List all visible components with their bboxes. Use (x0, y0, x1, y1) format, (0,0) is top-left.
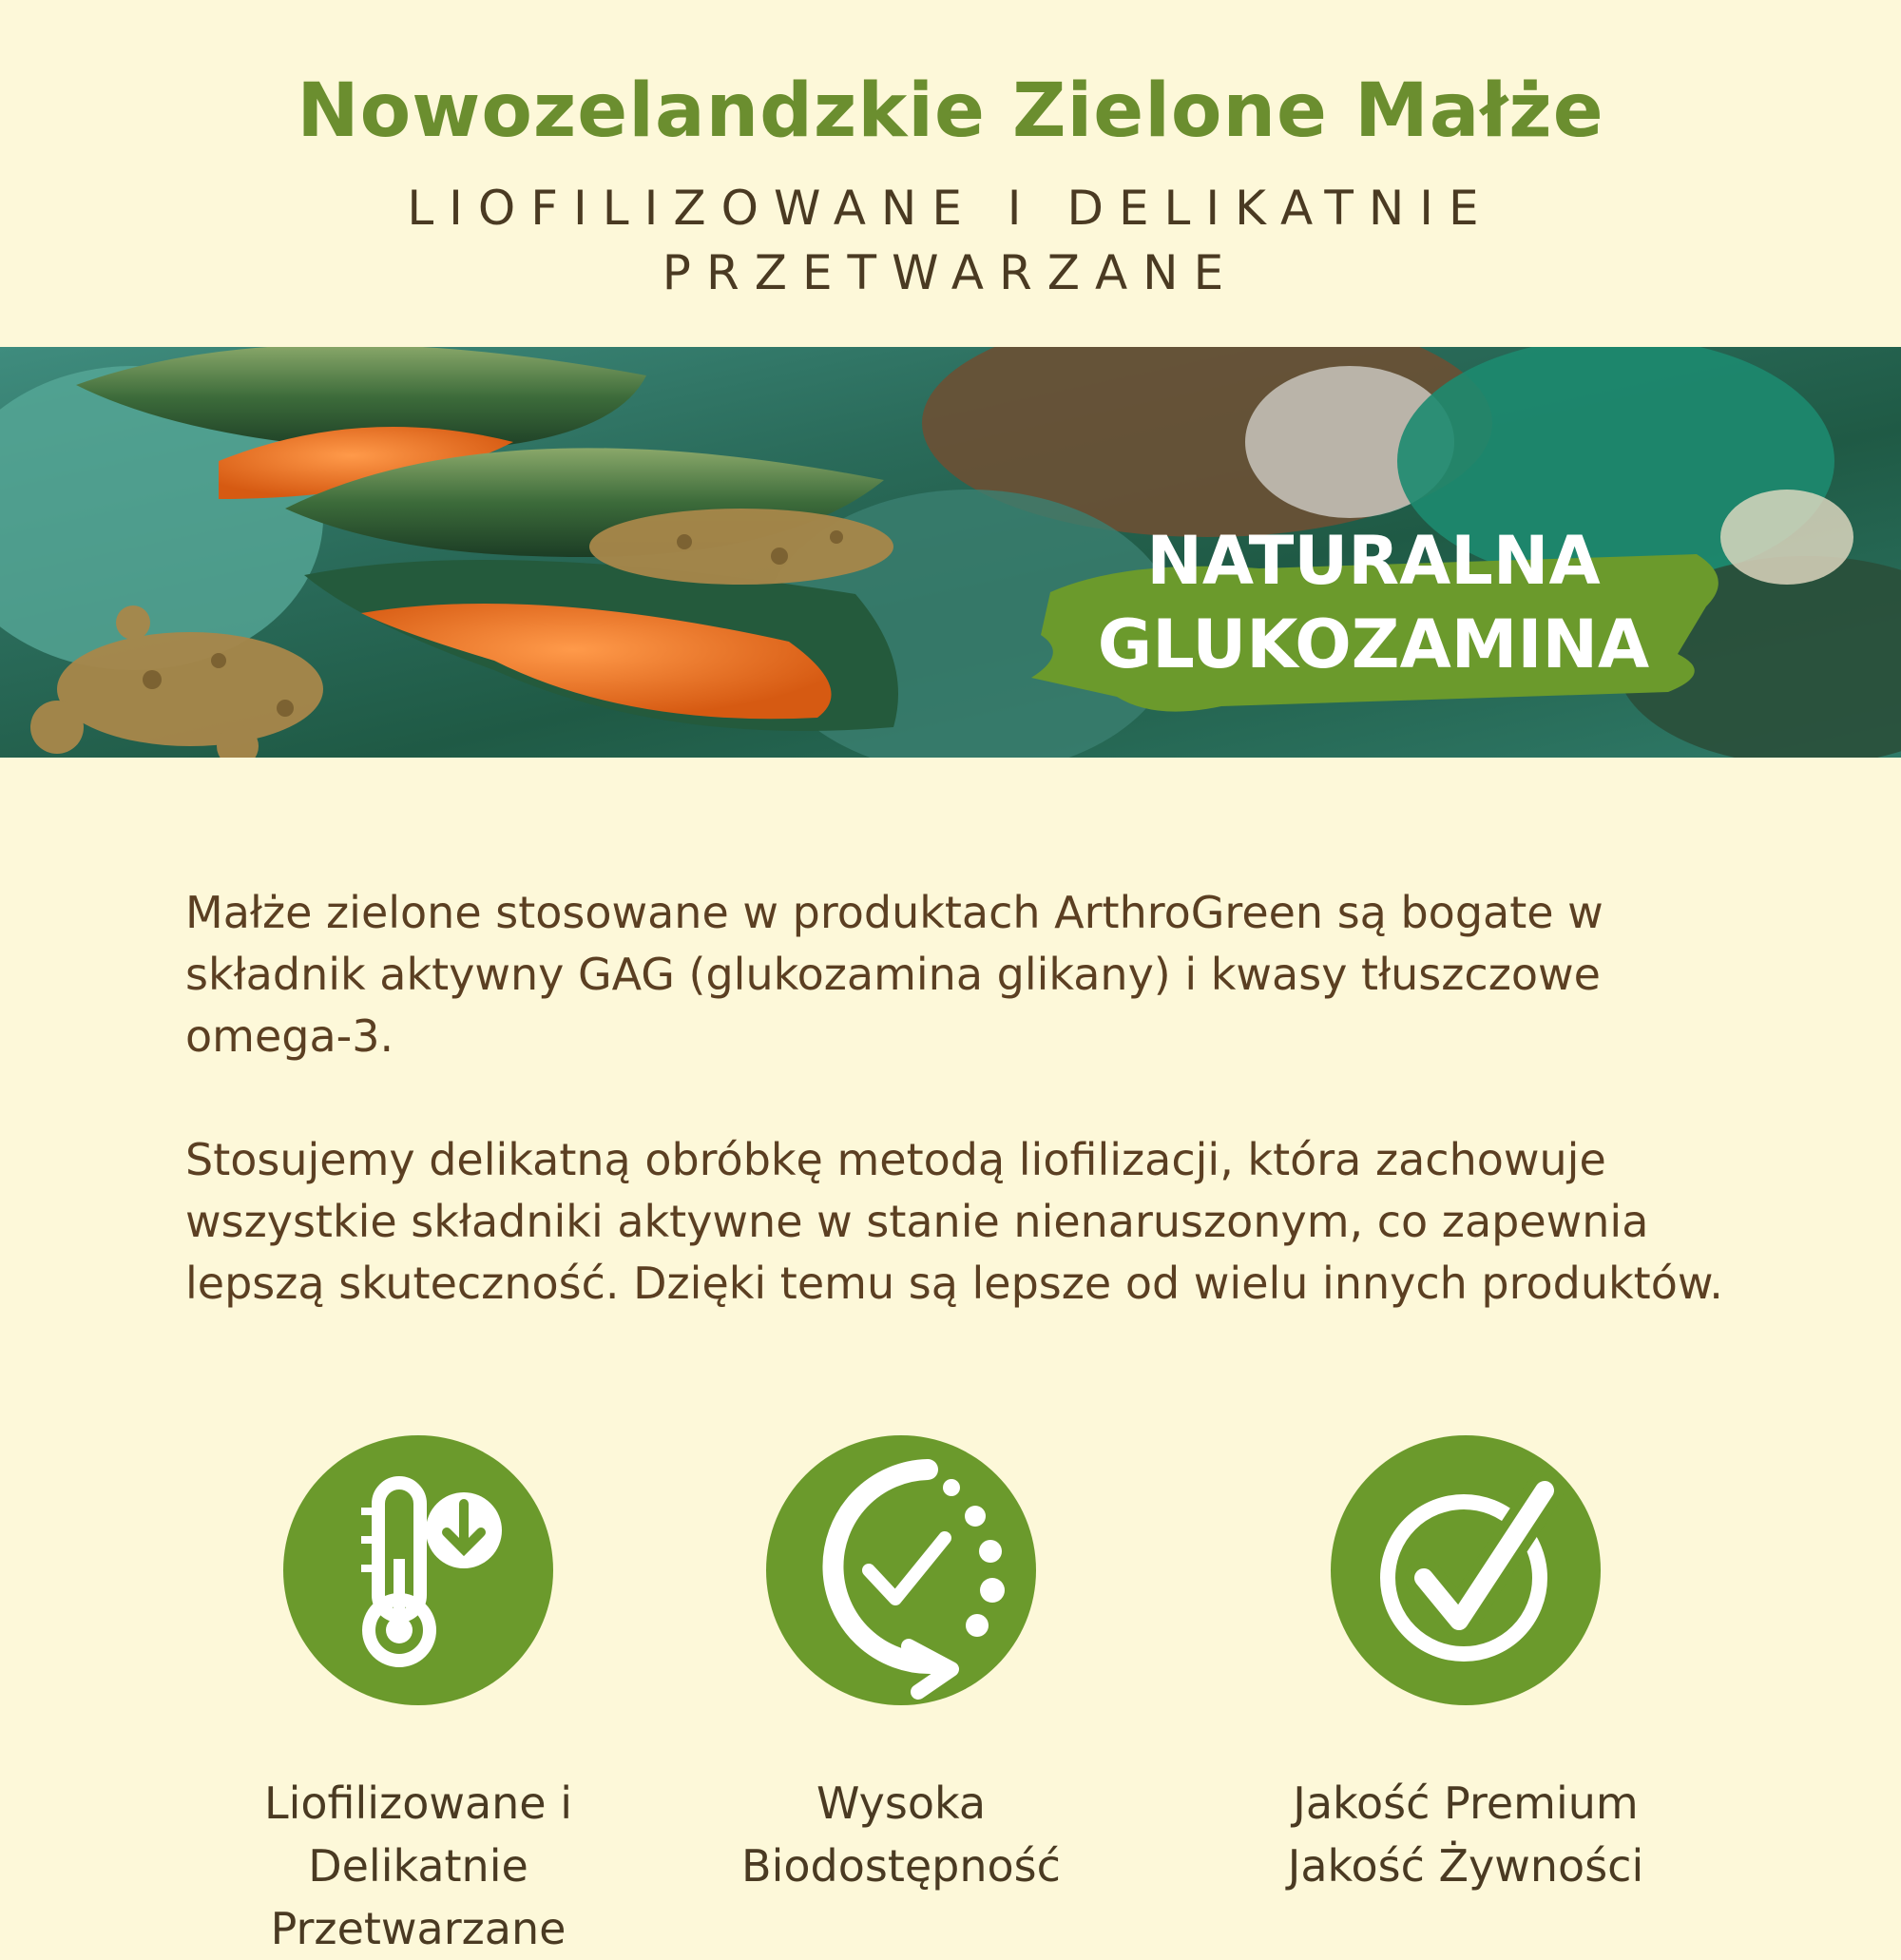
description-paragraph-2: Stosujemy delikatną obróbkę metodą liofilizacji, która zachowuje wszystkie składniki aktywne w stanie nienaruszonym, co zapewnia lepszą skuteczność. Dzięki temu są lepsze od wielu innych produktów. (185, 1134, 1723, 1309)
feature-icon-circle (283, 1435, 553, 1705)
feature-icon-circle (766, 1435, 1036, 1705)
feature-freeze-dried (171, 1435, 665, 1960)
check-circle-icon (1331, 1435, 1601, 1705)
description-paragraph-1: Małże zielone stosowane w produktach ArthroGreen są bogate w składnik aktywny GAG (glukozamina glikany) i kwasy tłuszczowe omega-3. (185, 887, 1603, 1062)
bioavailability-check-icon (766, 1435, 1036, 1705)
feature-label-freeze-dried: Liofilizowane i Delikatnie Przetwarzane (263, 1777, 573, 1954)
feature-bioavailability (654, 1435, 1148, 1897)
page-title: Nowozelandzkie Zielone Małże (297, 68, 1604, 154)
page-subtitle: LIOFILIZOWANE I DELIKATNIE PRZETWARZANE (407, 181, 1494, 300)
feature-icon-circle (1331, 1435, 1601, 1705)
badge-line-2: GLUKOZAMINA (1097, 605, 1650, 683)
natural-glucosamine-badge (1012, 502, 1735, 725)
badge-line-1: NATURALNA (1146, 522, 1601, 600)
thermometer-down-icon (283, 1435, 553, 1705)
feature-label-bioavailability: Wysoka Biodostępność (741, 1777, 1061, 1892)
feature-premium-quality (1219, 1435, 1713, 1897)
feature-label-premium-quality: Jakość Premium Jakość Żywności (1287, 1777, 1644, 1892)
